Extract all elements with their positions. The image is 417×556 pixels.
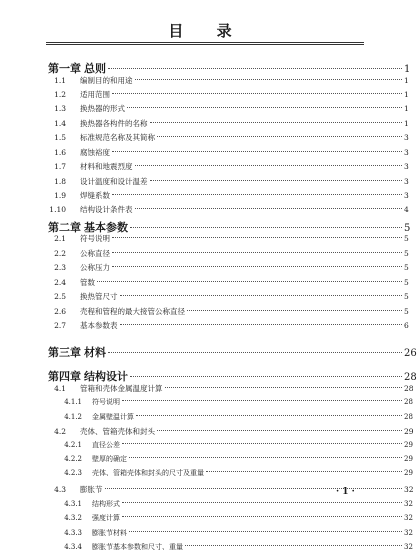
toc-entry-page: 3: [404, 191, 409, 200]
toc-entry-page: 6: [404, 321, 409, 330]
toc-entry-4-2-1: [0, 440, 414, 454]
toc-entry-1-3: [0, 103, 414, 117]
dot-leader: [112, 266, 402, 267]
toc-entry-2-7: [0, 320, 414, 334]
dot-leader: [150, 122, 403, 123]
toc-entry-title: 基本参数: [84, 221, 128, 234]
dot-leader: [206, 471, 402, 472]
toc-entry-number: 2.4: [54, 278, 66, 287]
toc-entry-page: 26: [404, 348, 417, 359]
toc-entry-page: 1: [404, 119, 409, 128]
dot-leader: [127, 107, 402, 108]
toc-entry-number: 4.3.2: [64, 514, 82, 522]
toc-entry-2-4: [0, 277, 414, 291]
toc-entry-title: 适用范围: [80, 90, 110, 99]
dot-leader: [112, 237, 402, 238]
toc-entry-number: 4.2: [54, 427, 66, 436]
toc-entry-page: 28: [404, 372, 417, 383]
toc-entry-title: 壁厚的确定: [92, 455, 127, 463]
toc-entry-page: 1: [404, 64, 411, 75]
toc-entry-page: 4: [404, 205, 409, 214]
dot-leader: [135, 208, 403, 209]
toc-entry-2-6: [0, 306, 414, 320]
toc-entry-number: 4.3.1: [64, 500, 82, 508]
toc-entry-4-3-1: [0, 499, 414, 513]
toc-entry-number: 1.2: [54, 90, 66, 99]
toc-entry-1-4: [0, 118, 414, 132]
toc-entry-number: 1.7: [54, 162, 66, 171]
toc-entry-title: 标准规范名称及其简称: [80, 133, 155, 142]
toc-entry-title: 总则: [84, 62, 106, 75]
toc-entry-title: 换热管尺寸: [80, 292, 118, 301]
dot-leader: [97, 281, 402, 282]
toc-entry-number: 第二章: [48, 221, 81, 234]
dot-leader: [157, 136, 402, 137]
toc-entry-title: 符号说明: [80, 234, 110, 243]
dot-leader: [129, 457, 402, 458]
toc-entry-1-5: [0, 132, 414, 146]
page-title: 目 录: [168, 22, 246, 40]
toc-entry-number: 2.2: [54, 249, 66, 258]
toc-entry-page: 5: [404, 223, 411, 234]
toc-entry-1-6: [0, 147, 414, 161]
toc-entry-page: 5: [404, 263, 409, 272]
dot-leader: [130, 227, 402, 228]
dot-leader: [108, 68, 402, 69]
toc-entry-4-2-3: [0, 468, 414, 482]
toc-entry-number: 1.9: [54, 191, 66, 200]
toc-entry-第四章: [0, 368, 417, 383]
toc-entry-number: 4.1.1: [64, 398, 82, 406]
title-rule-2: [46, 44, 364, 45]
dot-leader: [112, 252, 402, 253]
toc-entry-page: 5: [404, 234, 409, 243]
toc-entry-2-5: [0, 291, 414, 305]
toc-entry-title: 膨胀节基本参数和尺寸、重量: [92, 543, 183, 551]
toc-entry-title: 公称直径: [80, 249, 110, 258]
toc-entry-page: 32: [404, 500, 413, 508]
toc-entry-title: 壳体、管箱壳体和封头: [80, 427, 155, 436]
toc-entry-page: 1: [404, 76, 409, 85]
toc-entry-number: 1.10: [49, 205, 66, 214]
toc-entry-page: 29: [404, 455, 413, 463]
toc-entry-title: 膨胀节材料: [92, 529, 127, 537]
toc-entry-第一章: [0, 60, 414, 74]
toc-entry-4-3-2: [0, 513, 414, 527]
toc-entry-page: 5: [404, 278, 409, 287]
toc-entry-number: 第三章: [48, 346, 81, 359]
toc-entry-4-1-1: [0, 397, 414, 411]
dot-leader: [122, 516, 402, 517]
toc-entry-title: 基本参数表: [80, 321, 118, 330]
toc-entry-title: 壳体、管箱壳体和封头的尺寸及重量: [92, 469, 204, 477]
toc-entry-page: 32: [404, 529, 413, 537]
toc-entry-page: 32: [404, 485, 414, 494]
toc-entry-第二章: [0, 219, 414, 233]
toc-entry-title: 编制目的和用途: [80, 76, 133, 85]
toc-entry-page: 29: [404, 469, 413, 477]
toc-entry-number: 4.1: [54, 384, 66, 393]
title-rule: [46, 42, 364, 43]
toc-entry-1-7: [0, 161, 414, 175]
toc-entry-number: 4.1.2: [64, 413, 82, 421]
toc-entry-number: 4.2.1: [64, 441, 82, 449]
toc-entry-number: 4.3: [54, 485, 66, 494]
toc-entry-page: 29: [404, 427, 414, 436]
dot-leader: [136, 415, 402, 416]
toc-entry-number: 1.5: [54, 133, 66, 142]
toc-entry-number: 4.3.4: [64, 543, 82, 551]
toc-entry-title: 换热器的形式: [80, 104, 125, 113]
toc-entry-number: 2.7: [54, 321, 66, 330]
toc-entry-2-3: [0, 262, 414, 276]
toc-entry-title: 管数: [80, 278, 95, 287]
toc-entry-title: 膨胀节: [80, 485, 103, 494]
toc-entry-4-1: [0, 383, 414, 397]
toc-entry-2-2: [0, 248, 414, 262]
toc-entry-title: 换热器各构件的名称: [80, 119, 148, 128]
toc-entry-number: 第一章: [48, 62, 81, 75]
toc-entry-title: 腐蚀裕度: [80, 148, 110, 157]
toc-entry-number: 1.6: [54, 148, 66, 157]
dot-leader: [135, 79, 403, 80]
dot-leader: [108, 352, 402, 353]
toc-entry-title: 结构形式: [92, 500, 120, 508]
toc-entry-number: 1.1: [54, 76, 66, 85]
toc-entry-title: 公称压力: [80, 263, 110, 272]
toc-entry-title: 金属壁温计算: [92, 413, 134, 421]
toc-entry-page: 32: [404, 543, 413, 551]
toc-entry-2-1: [0, 233, 414, 247]
toc-entry-page: 3: [404, 162, 409, 171]
toc-entry-title: 管箱和壳体金属温度计算: [80, 384, 163, 393]
toc-entry-page: 1: [404, 90, 409, 99]
toc-entry-title: 材料: [84, 346, 106, 359]
toc-entry-page: 32: [404, 514, 413, 522]
toc-entry-number: 2.5: [54, 292, 66, 301]
toc-entry-number: 1.3: [54, 104, 66, 113]
page-number: · 1 ·: [336, 487, 355, 497]
dot-leader: [157, 430, 402, 431]
toc-entry-page: 3: [404, 177, 409, 186]
toc-entry-title: 设计温度和设计温差: [80, 177, 148, 186]
toc-entry-1-9: [0, 190, 414, 204]
dot-leader: [185, 545, 402, 546]
dot-leader: [122, 443, 402, 444]
toc-entry-page: 29: [404, 441, 413, 449]
toc-entry-number: 4.3.3: [64, 529, 82, 537]
toc-entry-4-3-3: [0, 528, 414, 542]
dot-leader: [112, 194, 402, 195]
toc-entry-page: 28: [404, 413, 413, 421]
toc-entry-page: 28: [404, 384, 414, 393]
toc-entry-1-8: [0, 176, 414, 190]
toc-entry-page: 5: [404, 249, 409, 258]
toc-entry-number: 2.3: [54, 263, 66, 272]
toc-entry-page: 1: [404, 104, 409, 113]
toc-entry-title: 结构设计: [84, 370, 128, 383]
toc-entry-page: 3: [404, 133, 409, 142]
toc-entry-4-3-4: [0, 542, 414, 556]
toc-entry-第三章: [0, 344, 417, 359]
dot-leader: [150, 180, 403, 181]
toc-entry-4-2-2: [0, 454, 414, 468]
dot-leader: [135, 165, 403, 166]
dot-leader: [112, 151, 402, 152]
dot-leader: [187, 310, 402, 311]
dot-leader: [122, 502, 402, 503]
toc-entry-page: 5: [404, 292, 409, 301]
toc-entry-1-1: [0, 75, 414, 89]
dot-leader: [120, 295, 403, 296]
toc-entry-title: 壳程和管程的最大接管公称直径: [80, 307, 185, 316]
toc-entry-title: 强度计算: [92, 514, 120, 522]
toc-entry-1-10: [0, 204, 414, 218]
toc-entry-page: 3: [404, 148, 409, 157]
toc-entry-4-2: [0, 426, 414, 440]
dot-leader: [105, 488, 403, 489]
toc-entry-number: 4.2.3: [64, 469, 82, 477]
dot-leader: [129, 531, 402, 532]
toc-entry-number: 第四章: [48, 370, 81, 383]
toc-entry-number: 4.2.2: [64, 455, 82, 463]
toc-entry-number: 1.8: [54, 177, 66, 186]
dot-leader: [165, 387, 403, 388]
dot-leader: [120, 324, 403, 325]
toc-entry-title: 焊缝系数: [80, 191, 110, 200]
toc-entry-title: 符号说明: [92, 398, 120, 406]
toc-entry-page: 5: [404, 307, 409, 316]
toc-entry-title: 材料和地震烈度: [80, 162, 133, 171]
toc-entry-number: 1.4: [54, 119, 66, 128]
toc-entry-4-1-2: [0, 412, 414, 426]
dot-leader: [130, 376, 402, 377]
toc-entry-title: 直径公差: [92, 441, 120, 449]
toc-entry-number: 2.1: [54, 234, 66, 243]
dot-leader: [112, 93, 402, 94]
dot-leader: [122, 400, 402, 401]
toc-entry-1-2: [0, 89, 414, 103]
toc-entry-page: 28: [404, 398, 413, 406]
toc-entry-number: 2.6: [54, 307, 66, 316]
toc-entry-title: 结构设计条件表: [80, 205, 133, 214]
